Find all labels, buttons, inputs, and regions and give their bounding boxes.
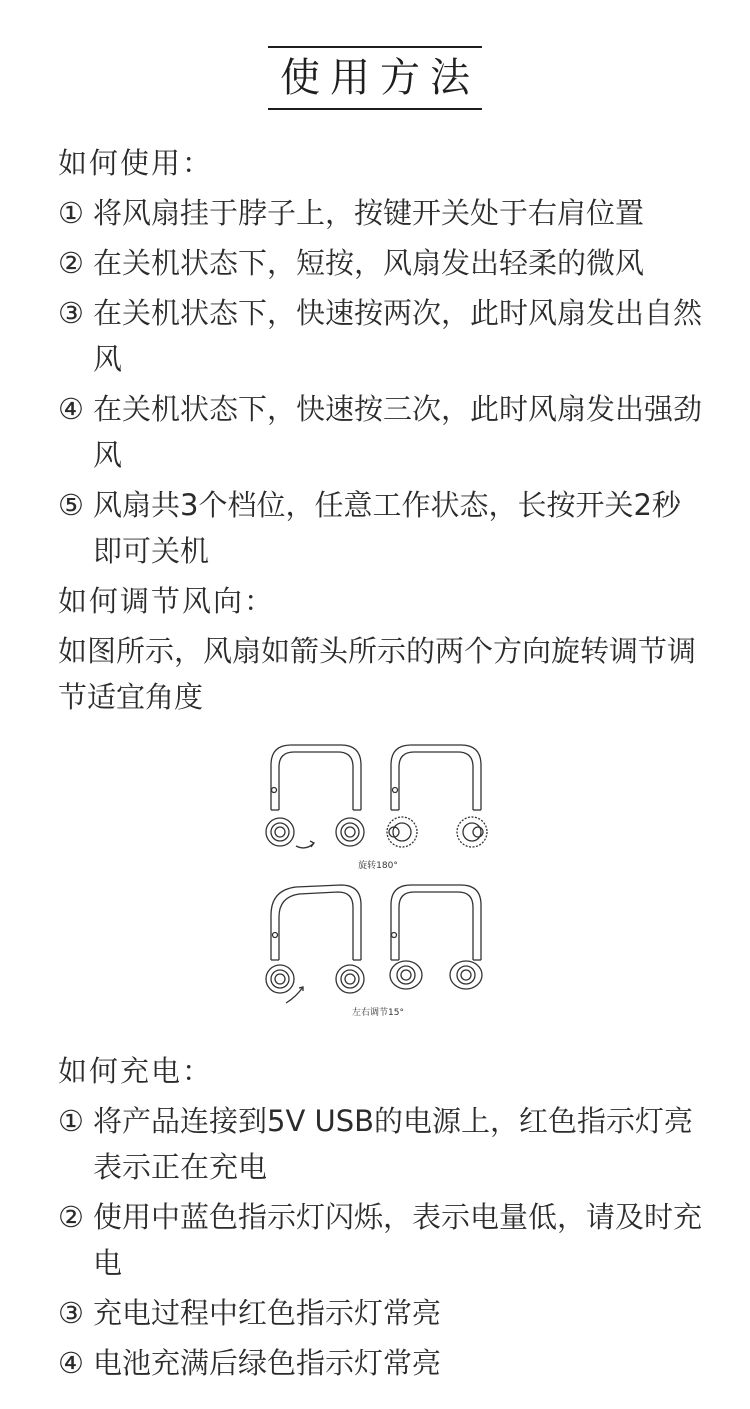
fan-tilt-left (266, 885, 364, 1003)
usage-item-3 (58, 290, 708, 382)
title-bottom-rule (268, 108, 482, 110)
charging-item-text: 充电过程中红色指示灯常亮 (93, 1296, 442, 1330)
fan-tilt-right (390, 885, 482, 989)
usage-item-5 (58, 482, 708, 574)
usage-item-text: 风扇共3个档位，任意工作状态，长按开关2秒即可关机 (93, 488, 681, 568)
title-area (0, 46, 750, 110)
usage-item-1 (58, 190, 708, 236)
usage-heading: 如何使用： (58, 146, 214, 180)
charging-heading: 如何充电： (58, 1054, 214, 1088)
charging-section (58, 1048, 708, 1386)
charging-item-number: ④ (58, 1346, 84, 1380)
direction-heading: 如何调节风向： (58, 584, 276, 618)
usage-item-number: ③ (58, 296, 84, 330)
usage-item-number: ② (58, 246, 84, 280)
charging-item-4 (58, 1340, 708, 1386)
charging-item-number: ② (58, 1200, 84, 1234)
usage-item-number: ① (58, 196, 84, 230)
usage-section (58, 140, 708, 720)
title-top-rule (268, 46, 482, 48)
charging-item-number: ① (58, 1104, 84, 1138)
charging-item-text: 使用中蓝色指示灯闪烁，表示电量低，请及时充电 (93, 1200, 703, 1280)
caption-rotate: 旋转180° (358, 861, 398, 871)
usage-item-4 (58, 386, 708, 478)
fan-adjustment-illustration (258, 735, 498, 1025)
fan-diagram (258, 735, 498, 1025)
usage-item-number: ⑤ (58, 488, 84, 522)
charging-item-1 (58, 1098, 708, 1190)
charging-item-text: 将产品连接到5V USB的电源上，红色指示灯亮表示正在充电 (93, 1104, 694, 1184)
usage-item-text: 在关机状态下，短按，风扇发出轻柔的微风 (93, 246, 645, 280)
charging-item-2 (58, 1194, 708, 1286)
charging-item-number: ③ (58, 1296, 84, 1330)
usage-item-text: 在关机状态下，快速按两次，此时风扇发出自然风 (93, 296, 703, 376)
caption-tilt: 左右调节15° (352, 1008, 404, 1018)
usage-item-2 (58, 240, 708, 286)
usage-item-number: ④ (58, 392, 84, 426)
fan-rotate-right (387, 745, 487, 847)
usage-item-text: 在关机状态下，快速按三次，此时风扇发出强劲风 (93, 392, 703, 472)
charging-item-text: 电池充满后绿色指示灯常亮 (93, 1346, 442, 1380)
page-title (268, 46, 482, 110)
usage-item-text: 将风扇挂于脖子上，按键开关处于右肩位置 (93, 196, 645, 230)
charging-item-3 (58, 1290, 708, 1336)
page-title-text: 使用方法 (280, 55, 480, 101)
direction-text: 如图所示，风扇如箭头所示的两个方向旋转调节调节适宜角度 (58, 634, 697, 714)
fan-rotate-left (266, 745, 364, 848)
